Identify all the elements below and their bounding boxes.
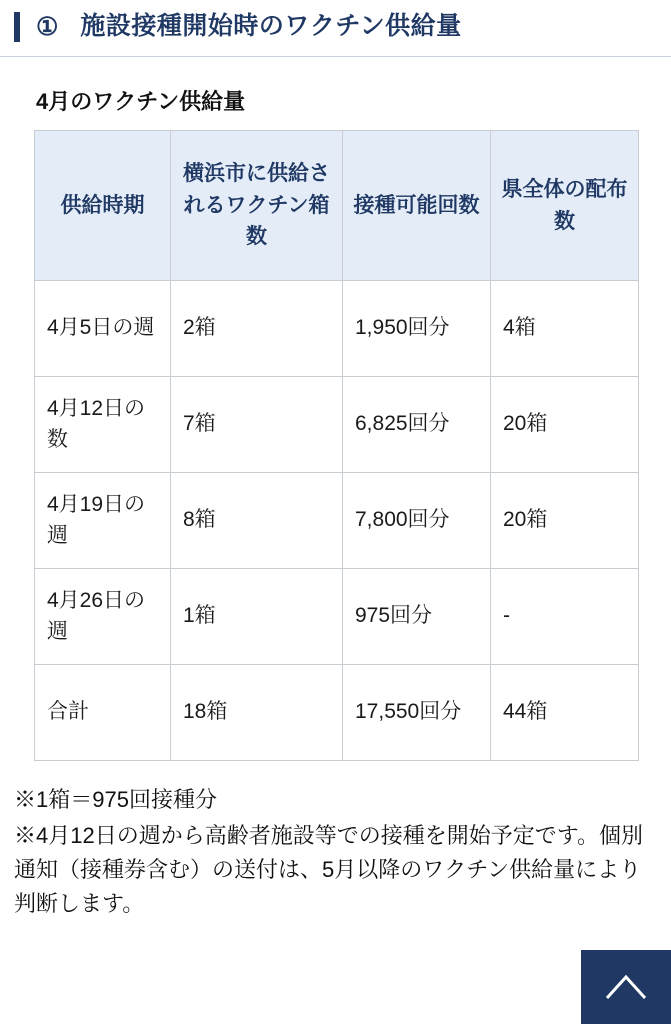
cell-boxes: 7箱 [171, 377, 343, 473]
cell-period: 4月19日の週 [35, 473, 171, 569]
section-header [0, 0, 671, 57]
column-header-boxes: 横浜市に供給されるワクチン箱数 [171, 131, 343, 281]
table-row-total [35, 665, 639, 761]
table-row [35, 569, 639, 665]
chevron-up-icon [603, 970, 649, 1004]
cell-prefecture: 4箱 [491, 281, 639, 377]
table-header-row [35, 131, 639, 281]
cell-doses: 1,950回分 [343, 281, 491, 377]
table-row [35, 377, 639, 473]
cell-prefecture: 20箱 [491, 473, 639, 569]
header-accent-bar [14, 12, 20, 42]
page-title: 施設接種開始時のワクチン供給量 [80, 12, 462, 41]
table-row [35, 281, 639, 377]
cell-period: 4月5日の週 [35, 281, 171, 377]
scroll-to-top-button[interactable] [581, 950, 671, 1024]
table-caption: 4月のワクチン供給量 [36, 89, 246, 114]
cell-doses: 7,800回分 [343, 473, 491, 569]
footnote-1: ※1箱＝975回接種分 [14, 787, 217, 812]
cell-period: 4月26日の週 [35, 569, 171, 665]
cell-prefecture: 20箱 [491, 377, 639, 473]
cell-doses: 6,825回分 [343, 377, 491, 473]
cell-prefecture: - [491, 569, 639, 665]
table-row [35, 473, 639, 569]
cell-prefecture: 44箱 [491, 665, 639, 761]
vaccine-supply-table [34, 130, 639, 761]
column-header-doses: 接種可能回数 [343, 131, 491, 281]
cell-boxes: 1箱 [171, 569, 343, 665]
cell-boxes: 2箱 [171, 281, 343, 377]
cell-period: 4月12日の数 [35, 377, 171, 473]
cell-period: 合計 [35, 665, 171, 761]
column-header-prefecture: 県全体の配布数 [491, 131, 639, 281]
footnote-2: ※4月12日の週から高齢者施設等での接種を開始予定です。個別通知（接種券含む）の送付は、5月以降のワクチン供給量により判断します。 [14, 823, 643, 917]
table-container [34, 130, 639, 761]
section-number: ① [36, 12, 59, 41]
footnotes [14, 783, 649, 921]
cell-doses: 17,550回分 [343, 665, 491, 761]
cell-boxes: 18箱 [171, 665, 343, 761]
cell-boxes: 8箱 [171, 473, 343, 569]
cell-doses: 975回分 [343, 569, 491, 665]
column-header-period: 供給時期 [35, 131, 171, 281]
